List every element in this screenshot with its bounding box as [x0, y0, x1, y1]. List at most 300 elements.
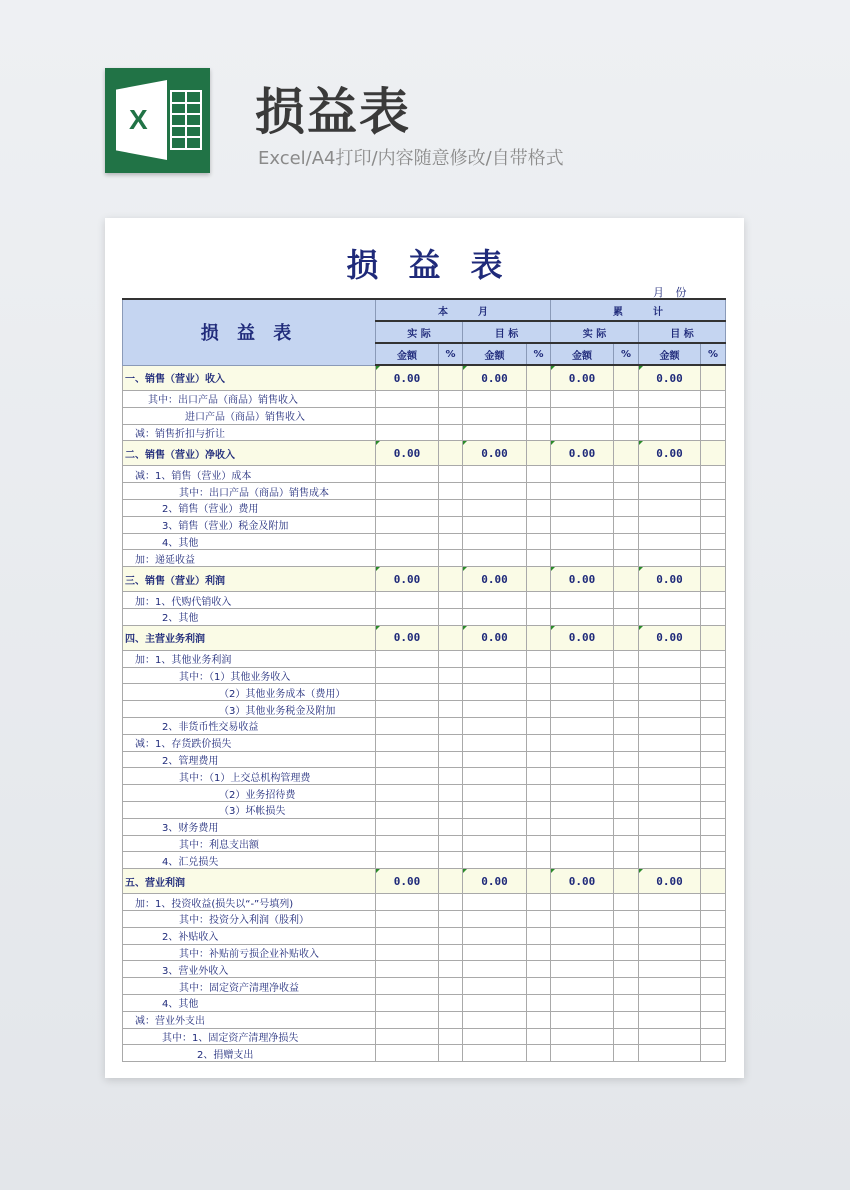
percent-cell[interactable] — [439, 1028, 463, 1045]
percent-cell[interactable] — [701, 852, 726, 869]
amount-cell[interactable] — [376, 1011, 439, 1028]
percent-cell[interactable] — [439, 785, 463, 802]
amount-cell[interactable] — [639, 751, 701, 768]
amount-cell[interactable] — [551, 801, 614, 818]
percent-cell[interactable] — [614, 550, 639, 567]
amount-cell[interactable] — [639, 910, 701, 927]
percent-cell[interactable] — [439, 978, 463, 995]
amount-cell[interactable] — [551, 483, 614, 500]
percent-cell[interactable] — [439, 961, 463, 978]
percent-cell[interactable] — [439, 365, 463, 391]
percent-cell[interactable] — [527, 961, 551, 978]
percent-cell[interactable] — [527, 978, 551, 995]
percent-cell[interactable] — [701, 592, 726, 609]
percent-cell[interactable] — [614, 684, 639, 701]
percent-cell[interactable] — [439, 944, 463, 961]
amount-cell[interactable] — [376, 852, 439, 869]
percent-cell[interactable] — [701, 768, 726, 785]
percent-cell[interactable] — [701, 994, 726, 1011]
percent-cell[interactable] — [614, 701, 639, 718]
percent-cell[interactable] — [527, 751, 551, 768]
percent-cell[interactable] — [701, 550, 726, 567]
amount-cell[interactable]: 0.00 — [376, 625, 439, 650]
percent-cell[interactable] — [527, 391, 551, 408]
percent-cell[interactable] — [701, 365, 726, 391]
amount-cell[interactable] — [463, 483, 527, 500]
percent-cell[interactable] — [439, 894, 463, 911]
percent-cell[interactable] — [439, 533, 463, 550]
percent-cell[interactable] — [614, 407, 639, 424]
percent-cell[interactable] — [527, 852, 551, 869]
amount-cell[interactable] — [551, 499, 614, 516]
amount-cell[interactable] — [639, 785, 701, 802]
amount-cell[interactable] — [376, 407, 439, 424]
percent-cell[interactable] — [439, 818, 463, 835]
amount-cell[interactable]: 0.00 — [551, 365, 614, 391]
percent-cell[interactable] — [614, 516, 639, 533]
amount-cell[interactable] — [639, 717, 701, 734]
percent-cell[interactable] — [527, 466, 551, 483]
percent-cell[interactable] — [701, 466, 726, 483]
percent-cell[interactable] — [614, 365, 639, 391]
amount-cell[interactable] — [639, 424, 701, 441]
percent-cell[interactable] — [527, 801, 551, 818]
amount-cell[interactable] — [551, 701, 614, 718]
amount-cell[interactable] — [376, 650, 439, 667]
amount-cell[interactable] — [376, 801, 439, 818]
amount-cell[interactable] — [463, 391, 527, 408]
amount-cell[interactable] — [463, 499, 527, 516]
amount-cell[interactable] — [376, 550, 439, 567]
amount-cell[interactable] — [376, 483, 439, 500]
amount-cell[interactable] — [551, 650, 614, 667]
percent-cell[interactable] — [701, 391, 726, 408]
percent-cell[interactable] — [439, 391, 463, 408]
amount-cell[interactable]: 0.00 — [463, 365, 527, 391]
percent-cell[interactable] — [439, 801, 463, 818]
percent-cell[interactable] — [439, 1045, 463, 1062]
amount-cell[interactable] — [463, 592, 527, 609]
amount-cell[interactable] — [639, 1028, 701, 1045]
amount-cell[interactable] — [376, 910, 439, 927]
percent-cell[interactable] — [701, 567, 726, 592]
percent-cell[interactable] — [701, 961, 726, 978]
amount-cell[interactable] — [551, 550, 614, 567]
amount-cell[interactable] — [376, 466, 439, 483]
percent-cell[interactable] — [527, 592, 551, 609]
percent-cell[interactable] — [527, 734, 551, 751]
percent-cell[interactable] — [614, 835, 639, 852]
amount-cell[interactable] — [551, 961, 614, 978]
percent-cell[interactable] — [439, 567, 463, 592]
amount-cell[interactable] — [376, 592, 439, 609]
percent-cell[interactable] — [527, 701, 551, 718]
percent-cell[interactable] — [701, 516, 726, 533]
amount-cell[interactable] — [463, 667, 527, 684]
percent-cell[interactable] — [527, 717, 551, 734]
amount-cell[interactable]: 0.00 — [463, 869, 527, 894]
amount-cell[interactable] — [639, 650, 701, 667]
amount-cell[interactable] — [463, 650, 527, 667]
amount-cell[interactable] — [376, 391, 439, 408]
amount-cell[interactable] — [376, 1045, 439, 1062]
amount-cell[interactable] — [639, 499, 701, 516]
percent-cell[interactable] — [614, 1028, 639, 1045]
percent-cell[interactable] — [701, 818, 726, 835]
amount-cell[interactable] — [551, 768, 614, 785]
amount-cell[interactable] — [463, 1045, 527, 1062]
percent-cell[interactable] — [527, 785, 551, 802]
amount-cell[interactable]: 0.00 — [463, 441, 527, 466]
percent-cell[interactable] — [527, 910, 551, 927]
amount-cell[interactable] — [639, 466, 701, 483]
percent-cell[interactable] — [527, 835, 551, 852]
percent-cell[interactable] — [439, 407, 463, 424]
amount-cell[interactable] — [639, 768, 701, 785]
amount-cell[interactable] — [551, 608, 614, 625]
percent-cell[interactable] — [439, 499, 463, 516]
percent-cell[interactable] — [439, 650, 463, 667]
amount-cell[interactable] — [551, 516, 614, 533]
percent-cell[interactable] — [527, 365, 551, 391]
amount-cell[interactable] — [639, 1045, 701, 1062]
percent-cell[interactable] — [701, 441, 726, 466]
amount-cell[interactable] — [639, 701, 701, 718]
percent-cell[interactable] — [701, 1028, 726, 1045]
percent-cell[interactable] — [701, 944, 726, 961]
percent-cell[interactable] — [527, 550, 551, 567]
percent-cell[interactable] — [614, 608, 639, 625]
amount-cell[interactable] — [551, 592, 614, 609]
amount-cell[interactable] — [376, 1028, 439, 1045]
amount-cell[interactable] — [463, 533, 527, 550]
percent-cell[interactable] — [614, 667, 639, 684]
percent-cell[interactable] — [439, 701, 463, 718]
percent-cell[interactable] — [614, 650, 639, 667]
percent-cell[interactable] — [701, 650, 726, 667]
percent-cell[interactable] — [701, 869, 726, 894]
percent-cell[interactable] — [701, 407, 726, 424]
amount-cell[interactable] — [551, 1045, 614, 1062]
percent-cell[interactable] — [614, 910, 639, 927]
amount-cell[interactable] — [551, 1028, 614, 1045]
amount-cell[interactable] — [463, 684, 527, 701]
amount-cell[interactable] — [639, 818, 701, 835]
amount-cell[interactable] — [376, 944, 439, 961]
percent-cell[interactable] — [527, 944, 551, 961]
percent-cell[interactable] — [527, 499, 551, 516]
amount-cell[interactable] — [551, 684, 614, 701]
percent-cell[interactable] — [614, 734, 639, 751]
amount-cell[interactable]: 0.00 — [639, 625, 701, 650]
amount-cell[interactable] — [639, 734, 701, 751]
amount-cell[interactable] — [551, 667, 614, 684]
percent-cell[interactable] — [439, 625, 463, 650]
amount-cell[interactable] — [376, 785, 439, 802]
percent-cell[interactable] — [614, 785, 639, 802]
amount-cell[interactable]: 0.00 — [551, 625, 614, 650]
amount-cell[interactable] — [551, 852, 614, 869]
percent-cell[interactable] — [614, 717, 639, 734]
amount-cell[interactable]: 0.00 — [376, 567, 439, 592]
percent-cell[interactable] — [527, 1011, 551, 1028]
amount-cell[interactable] — [376, 667, 439, 684]
percent-cell[interactable] — [701, 801, 726, 818]
percent-cell[interactable] — [439, 751, 463, 768]
percent-cell[interactable] — [701, 483, 726, 500]
amount-cell[interactable] — [463, 701, 527, 718]
amount-cell[interactable] — [376, 927, 439, 944]
percent-cell[interactable] — [439, 550, 463, 567]
amount-cell[interactable] — [463, 994, 527, 1011]
amount-cell[interactable] — [639, 978, 701, 995]
percent-cell[interactable] — [614, 533, 639, 550]
amount-cell[interactable]: 0.00 — [551, 869, 614, 894]
percent-cell[interactable] — [701, 894, 726, 911]
amount-cell[interactable] — [551, 978, 614, 995]
percent-cell[interactable] — [701, 701, 726, 718]
percent-cell[interactable] — [439, 734, 463, 751]
percent-cell[interactable] — [439, 608, 463, 625]
amount-cell[interactable] — [639, 550, 701, 567]
percent-cell[interactable] — [527, 516, 551, 533]
amount-cell[interactable]: 0.00 — [551, 441, 614, 466]
amount-cell[interactable] — [463, 466, 527, 483]
amount-cell[interactable] — [639, 407, 701, 424]
percent-cell[interactable] — [527, 869, 551, 894]
percent-cell[interactable] — [527, 424, 551, 441]
amount-cell[interactable] — [376, 684, 439, 701]
amount-cell[interactable]: 0.00 — [639, 441, 701, 466]
amount-cell[interactable] — [376, 499, 439, 516]
amount-cell[interactable] — [551, 466, 614, 483]
amount-cell[interactable] — [463, 944, 527, 961]
percent-cell[interactable] — [527, 1028, 551, 1045]
amount-cell[interactable]: 0.00 — [639, 567, 701, 592]
percent-cell[interactable] — [527, 608, 551, 625]
amount-cell[interactable] — [639, 667, 701, 684]
amount-cell[interactable] — [463, 407, 527, 424]
percent-cell[interactable] — [439, 910, 463, 927]
percent-cell[interactable] — [701, 1011, 726, 1028]
percent-cell[interactable] — [614, 927, 639, 944]
percent-cell[interactable] — [527, 650, 551, 667]
amount-cell[interactable] — [551, 751, 614, 768]
amount-cell[interactable] — [639, 944, 701, 961]
amount-cell[interactable] — [463, 1028, 527, 1045]
amount-cell[interactable] — [376, 818, 439, 835]
amount-cell[interactable] — [639, 852, 701, 869]
amount-cell[interactable] — [463, 717, 527, 734]
amount-cell[interactable]: 0.00 — [551, 567, 614, 592]
amount-cell[interactable] — [639, 1011, 701, 1028]
amount-cell[interactable] — [551, 717, 614, 734]
percent-cell[interactable] — [701, 608, 726, 625]
percent-cell[interactable] — [527, 994, 551, 1011]
percent-cell[interactable] — [614, 1045, 639, 1062]
percent-cell[interactable] — [701, 835, 726, 852]
percent-cell[interactable] — [439, 424, 463, 441]
percent-cell[interactable] — [701, 910, 726, 927]
percent-cell[interactable] — [701, 499, 726, 516]
amount-cell[interactable] — [463, 978, 527, 995]
percent-cell[interactable] — [527, 684, 551, 701]
percent-cell[interactable] — [439, 852, 463, 869]
amount-cell[interactable] — [639, 483, 701, 500]
amount-cell[interactable] — [551, 818, 614, 835]
amount-cell[interactable] — [376, 717, 439, 734]
amount-cell[interactable] — [376, 835, 439, 852]
amount-cell[interactable] — [463, 424, 527, 441]
amount-cell[interactable] — [639, 835, 701, 852]
amount-cell[interactable] — [551, 1011, 614, 1028]
amount-cell[interactable] — [551, 994, 614, 1011]
percent-cell[interactable] — [439, 1011, 463, 1028]
amount-cell[interactable] — [551, 424, 614, 441]
amount-cell[interactable] — [376, 516, 439, 533]
percent-cell[interactable] — [439, 717, 463, 734]
percent-cell[interactable] — [527, 483, 551, 500]
percent-cell[interactable] — [614, 466, 639, 483]
amount-cell[interactable] — [551, 927, 614, 944]
amount-cell[interactable] — [639, 894, 701, 911]
percent-cell[interactable] — [439, 835, 463, 852]
amount-cell[interactable] — [551, 391, 614, 408]
percent-cell[interactable] — [614, 801, 639, 818]
percent-cell[interactable] — [439, 927, 463, 944]
amount-cell[interactable] — [551, 734, 614, 751]
percent-cell[interactable] — [527, 625, 551, 650]
amount-cell[interactable]: 0.00 — [376, 441, 439, 466]
percent-cell[interactable] — [614, 391, 639, 408]
percent-cell[interactable] — [527, 768, 551, 785]
percent-cell[interactable] — [614, 894, 639, 911]
percent-cell[interactable] — [614, 961, 639, 978]
amount-cell[interactable] — [376, 424, 439, 441]
percent-cell[interactable] — [439, 592, 463, 609]
amount-cell[interactable] — [463, 818, 527, 835]
amount-cell[interactable] — [376, 994, 439, 1011]
amount-cell[interactable] — [376, 608, 439, 625]
percent-cell[interactable] — [439, 441, 463, 466]
percent-cell[interactable] — [527, 567, 551, 592]
amount-cell[interactable] — [376, 701, 439, 718]
percent-cell[interactable] — [614, 625, 639, 650]
percent-cell[interactable] — [439, 516, 463, 533]
amount-cell[interactable] — [376, 894, 439, 911]
amount-cell[interactable] — [463, 608, 527, 625]
percent-cell[interactable] — [527, 894, 551, 911]
amount-cell[interactable] — [376, 978, 439, 995]
percent-cell[interactable] — [614, 978, 639, 995]
amount-cell[interactable] — [463, 801, 527, 818]
amount-cell[interactable] — [376, 751, 439, 768]
amount-cell[interactable] — [639, 801, 701, 818]
percent-cell[interactable] — [614, 483, 639, 500]
percent-cell[interactable] — [527, 818, 551, 835]
amount-cell[interactable] — [463, 734, 527, 751]
amount-cell[interactable] — [639, 516, 701, 533]
percent-cell[interactable] — [614, 567, 639, 592]
percent-cell[interactable] — [614, 852, 639, 869]
amount-cell[interactable] — [376, 768, 439, 785]
amount-cell[interactable]: 0.00 — [639, 365, 701, 391]
amount-cell[interactable]: 0.00 — [376, 365, 439, 391]
percent-cell[interactable] — [614, 751, 639, 768]
percent-cell[interactable] — [614, 818, 639, 835]
percent-cell[interactable] — [701, 533, 726, 550]
amount-cell[interactable] — [551, 910, 614, 927]
percent-cell[interactable] — [614, 944, 639, 961]
percent-cell[interactable] — [701, 424, 726, 441]
amount-cell[interactable] — [639, 927, 701, 944]
percent-cell[interactable] — [701, 625, 726, 650]
amount-cell[interactable] — [551, 835, 614, 852]
amount-cell[interactable] — [551, 944, 614, 961]
amount-cell[interactable] — [639, 994, 701, 1011]
percent-cell[interactable] — [701, 785, 726, 802]
percent-cell[interactable] — [439, 466, 463, 483]
amount-cell[interactable] — [463, 835, 527, 852]
amount-cell[interactable] — [639, 391, 701, 408]
percent-cell[interactable] — [614, 768, 639, 785]
percent-cell[interactable] — [527, 1045, 551, 1062]
amount-cell[interactable] — [463, 751, 527, 768]
percent-cell[interactable] — [701, 667, 726, 684]
amount-cell[interactable] — [463, 768, 527, 785]
amount-cell[interactable]: 0.00 — [463, 567, 527, 592]
percent-cell[interactable] — [701, 684, 726, 701]
amount-cell[interactable]: 0.00 — [463, 625, 527, 650]
amount-cell[interactable]: 0.00 — [376, 869, 439, 894]
percent-cell[interactable] — [614, 499, 639, 516]
amount-cell[interactable] — [463, 785, 527, 802]
percent-cell[interactable] — [614, 1011, 639, 1028]
amount-cell[interactable] — [551, 894, 614, 911]
percent-cell[interactable] — [439, 869, 463, 894]
percent-cell[interactable] — [439, 684, 463, 701]
amount-cell[interactable] — [639, 684, 701, 701]
percent-cell[interactable] — [439, 768, 463, 785]
percent-cell[interactable] — [439, 483, 463, 500]
percent-cell[interactable] — [527, 407, 551, 424]
percent-cell[interactable] — [614, 869, 639, 894]
amount-cell[interactable] — [639, 592, 701, 609]
amount-cell[interactable] — [463, 1011, 527, 1028]
amount-cell[interactable] — [639, 608, 701, 625]
percent-cell[interactable] — [701, 751, 726, 768]
percent-cell[interactable] — [527, 533, 551, 550]
percent-cell[interactable] — [439, 667, 463, 684]
amount-cell[interactable] — [376, 734, 439, 751]
percent-cell[interactable] — [701, 978, 726, 995]
percent-cell[interactable] — [614, 592, 639, 609]
amount-cell[interactable] — [551, 407, 614, 424]
percent-cell[interactable] — [614, 994, 639, 1011]
percent-cell[interactable] — [527, 441, 551, 466]
percent-cell[interactable] — [701, 927, 726, 944]
amount-cell[interactable] — [463, 894, 527, 911]
percent-cell[interactable] — [527, 927, 551, 944]
amount-cell[interactable] — [463, 852, 527, 869]
amount-cell[interactable] — [551, 533, 614, 550]
percent-cell[interactable] — [614, 441, 639, 466]
amount-cell[interactable]: 0.00 — [639, 869, 701, 894]
percent-cell[interactable] — [701, 734, 726, 751]
percent-cell[interactable] — [527, 667, 551, 684]
amount-cell[interactable] — [376, 533, 439, 550]
amount-cell[interactable] — [376, 961, 439, 978]
